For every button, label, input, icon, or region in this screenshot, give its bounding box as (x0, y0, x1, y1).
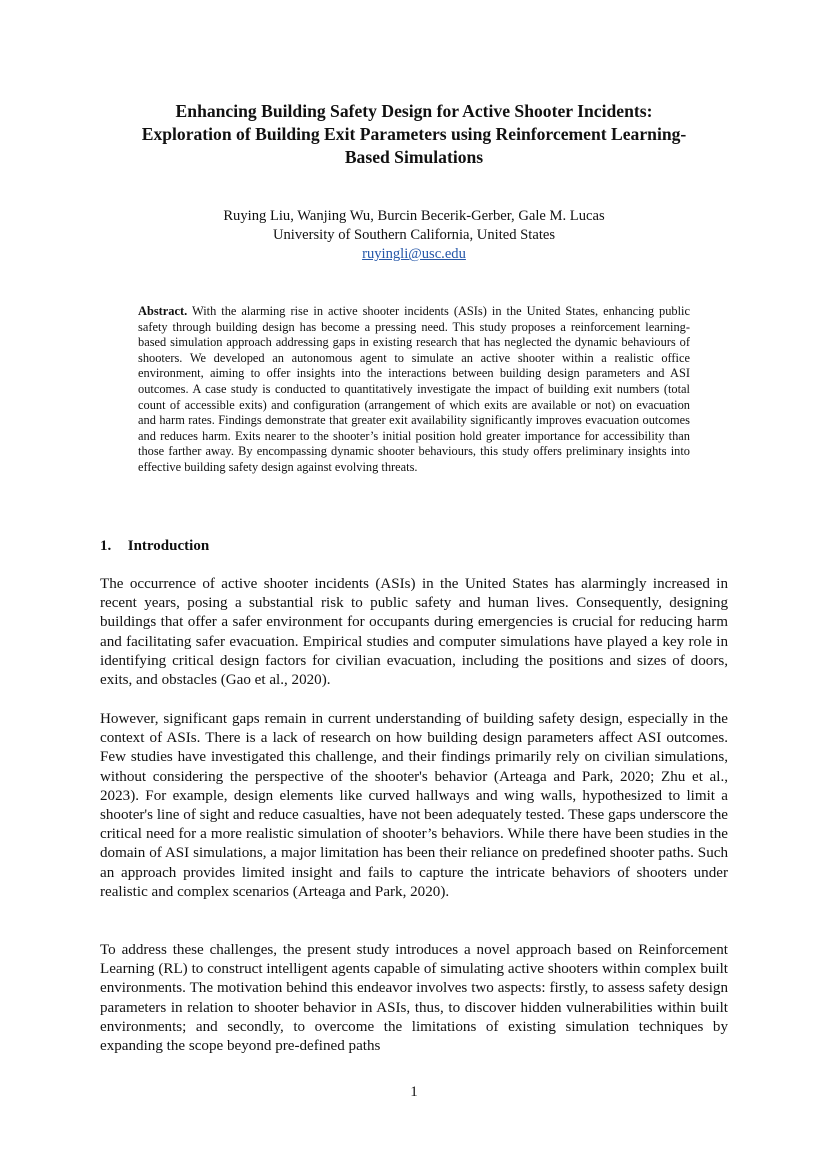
page-number: 1 (410, 1084, 418, 1100)
abstract (138, 304, 690, 476)
author-block (100, 207, 728, 264)
affiliation: University of Southern California, United States (272, 227, 556, 243)
body-paragraph: However, significant gaps remain in current understanding of building safety design, especially in the context of ASIs. There is a lack of research on how building design parameters affect ASI outcomes. Few studies have investigated this challenge, and their findings primarily rely on civilian simulations, without considering the perspective of the shooter's behavior (Arteaga and Park, 2020; Zhu et al., 2023). For example, design elements like curved hallways and wing walls, hypothesized to limit a shooter's line of sight and reduce casualties, have not been adequately tested. These gaps underscore the critical need for a more realistic simulation of shooter’s behaviors. While there have been studies in the domain of ASI simulations, a major limitation has been their reliance on predefined shooter paths. Such an approach provides limited insight and fails to capture the intricate behaviors of shooters under realistic and complex scenarios (Arteaga and Park, 2020). (100, 711, 728, 900)
abstract-label: Abstract. (138, 304, 188, 318)
author-list: Ruying Liu, Wanjing Wu, Burcin Becerik-Gerber, Gale M. Lucas (223, 208, 605, 224)
section-number: 1. (100, 538, 112, 554)
title-line: Based Simulations (344, 147, 484, 167)
body-paragraph: The occurrence of active shooter incidents (ASIs) in the United States has alarmingly increased in recent years, posing a substantial risk to public safety and human lives. Consequently, designing buildings that offer a safer environment for occupants during emergencies is crucial for reducing harm and facilitating safer evacuation. Empirical studies and computer simulations have played a key role in identifying critical design factors for civilian evacuation, including the positions and sizes of doors, exits, and obstacles (Gao et al., 2020). (100, 576, 728, 689)
title-line: Exploration of Building Exit Parameters using Reinforcement Learning- (141, 124, 687, 144)
email-link[interactable]: ruyingli@usc.edu (362, 246, 466, 262)
abstract-text: With the alarming rise in active shooter incidents (ASIs) in the United States, enhancing public safety through building design has become a pressing need. This study proposes a reinforcement learning-based simulation approach addressing gaps in existing research that has neglected the dynamic behaviours of shooters. We developed an autonomous agent to simulate an active shooter within a realistic office environment, aiming to offer insights into the interactions between building design parameters and ASI outcomes. A case study is conducted to quantitatively investigate the impact of building exit numbers (total count of accessible exits) and configuration (arrangement of which exits are available or not) on evacuation and harm rates. Findings demonstrate that greater exit availability significantly improves evacuation outcomes and reduces harm. Exits nearer to the shooter’s initial position hold greater importance for accessibility than those farther away. By encompassing dynamic shooter behaviours, this study offers preliminary insights into effective building safety design against evolving threats. (138, 304, 690, 474)
paper-title (100, 100, 728, 169)
title-line: Enhancing Building Safety Design for Active Shooter Incidents: (175, 101, 653, 121)
section-title: Introduction (127, 538, 210, 554)
section-heading (100, 537, 209, 556)
body-paragraph: To address these challenges, the present study introduces a novel approach based on Reinforcement Learning (RL) to construct intelligent agents capable of simulating active shooters within complex built environments. The motivation behind this endeavor involves two aspects: firstly, to assess safety design parameters in relation to shooter behavior in ASIs, thus, to discover hidden vulnerabilities within built environments; and secondly, to overcome the limitations of existing simulation techniques by expanding the scope beyond pre-defined paths (100, 942, 728, 1055)
